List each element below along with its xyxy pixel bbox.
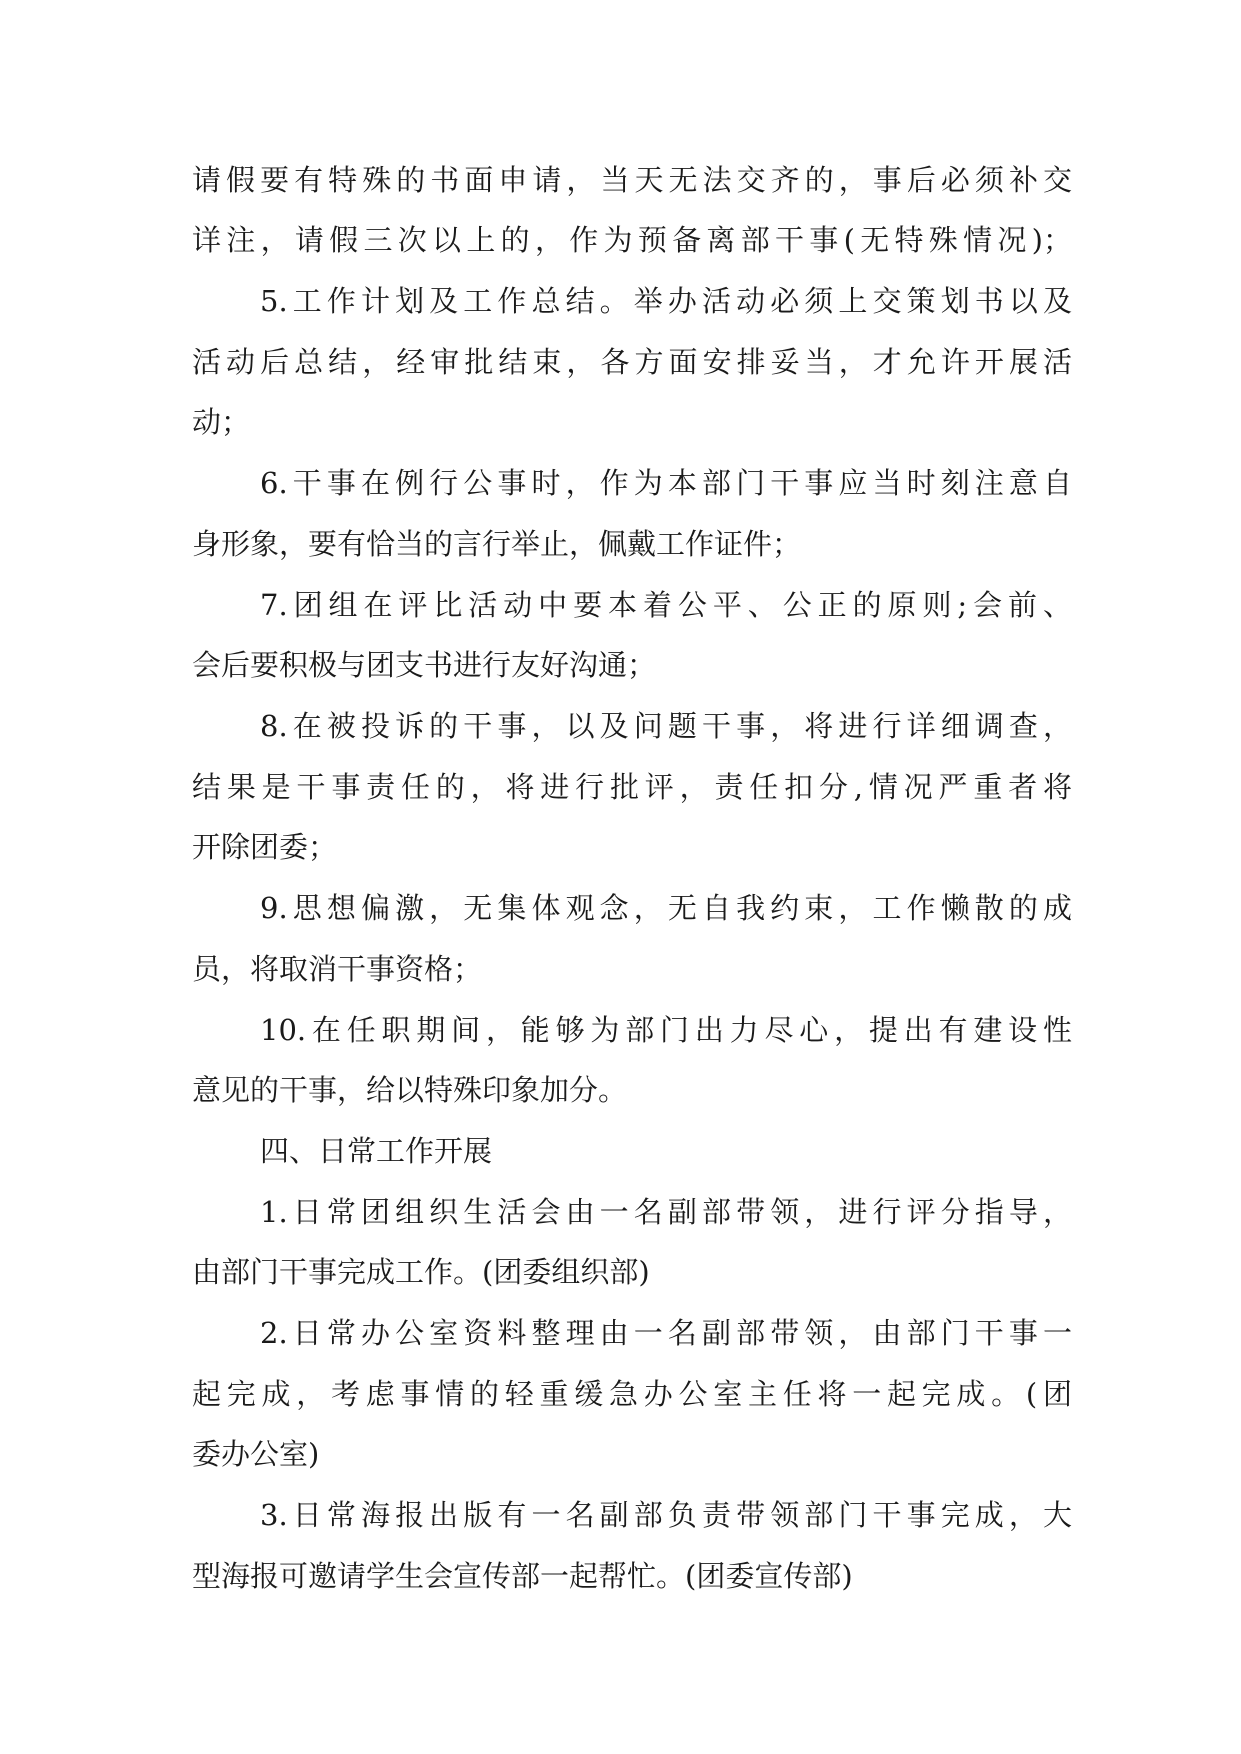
text-line: 会后要积极与团支书进行友好沟通； <box>192 648 657 682</box>
text-line: 意见的干事，给以特殊印象加分。 <box>192 1073 628 1107</box>
text-line: 5.工作计划及工作总结。举办活动必须上交策划书以及 <box>260 284 1072 318</box>
text-line: 7.团组在评比活动中要本着公平、公正的原则;会前、 <box>260 588 1072 622</box>
text-line: 委办公室) <box>192 1437 320 1471</box>
text-line: 员，将取消干事资格； <box>192 952 483 986</box>
text-line: 请假要有特殊的书面申请，当天无法交齐的，事后必须补交 <box>192 163 1072 197</box>
text-line: 1.日常团组织生活会由一名副部带领，进行评分指导， <box>260 1195 1072 1229</box>
text-line: 活动后总结，经审批结束，各方面安排妥当，才允许开展活 <box>192 345 1072 379</box>
text-line: 9.思想偏激，无集体观念，无自我约束，工作懒散的成 <box>260 891 1072 925</box>
text-line: 由部门干事完成工作。(团委组织部) <box>192 1255 650 1289</box>
text-line: 2.日常办公室资料整理由一名副部带领，由部门干事一 <box>260 1316 1072 1350</box>
text-line: 起完成，考虑事情的轻重缓急办公室主任将一起完成。(团 <box>192 1377 1072 1411</box>
text-line: 型海报可邀请学生会宣传部一起帮忙。(团委宣传部) <box>192 1559 853 1593</box>
text-line: 结果是干事责任的，将进行批评，责任扣分,情况严重者将 <box>192 770 1072 804</box>
text-line: 3.日常海报出版有一名副部负责带领部门干事完成，大 <box>260 1498 1072 1532</box>
text-line: 动； <box>192 405 251 439</box>
text-line: 10.在任职期间，能够为部门出力尽心，提出有建设性 <box>260 1013 1072 1047</box>
text-line: 详注，请假三次以上的，作为预备离部干事(无特殊情况)； <box>192 223 1072 257</box>
section-heading: 四、日常工作开展 <box>260 1134 493 1168</box>
text-line: 开除团委； <box>192 830 338 864</box>
text-line: 8.在被投诉的干事，以及问题干事，将进行详细调查， <box>260 709 1072 743</box>
text-line: 身形象，要有恰当的言行举止，佩戴工作证件； <box>192 527 802 561</box>
text-line: 6.干事在例行公事时，作为本部门干事应当时刻注意自 <box>260 466 1072 500</box>
